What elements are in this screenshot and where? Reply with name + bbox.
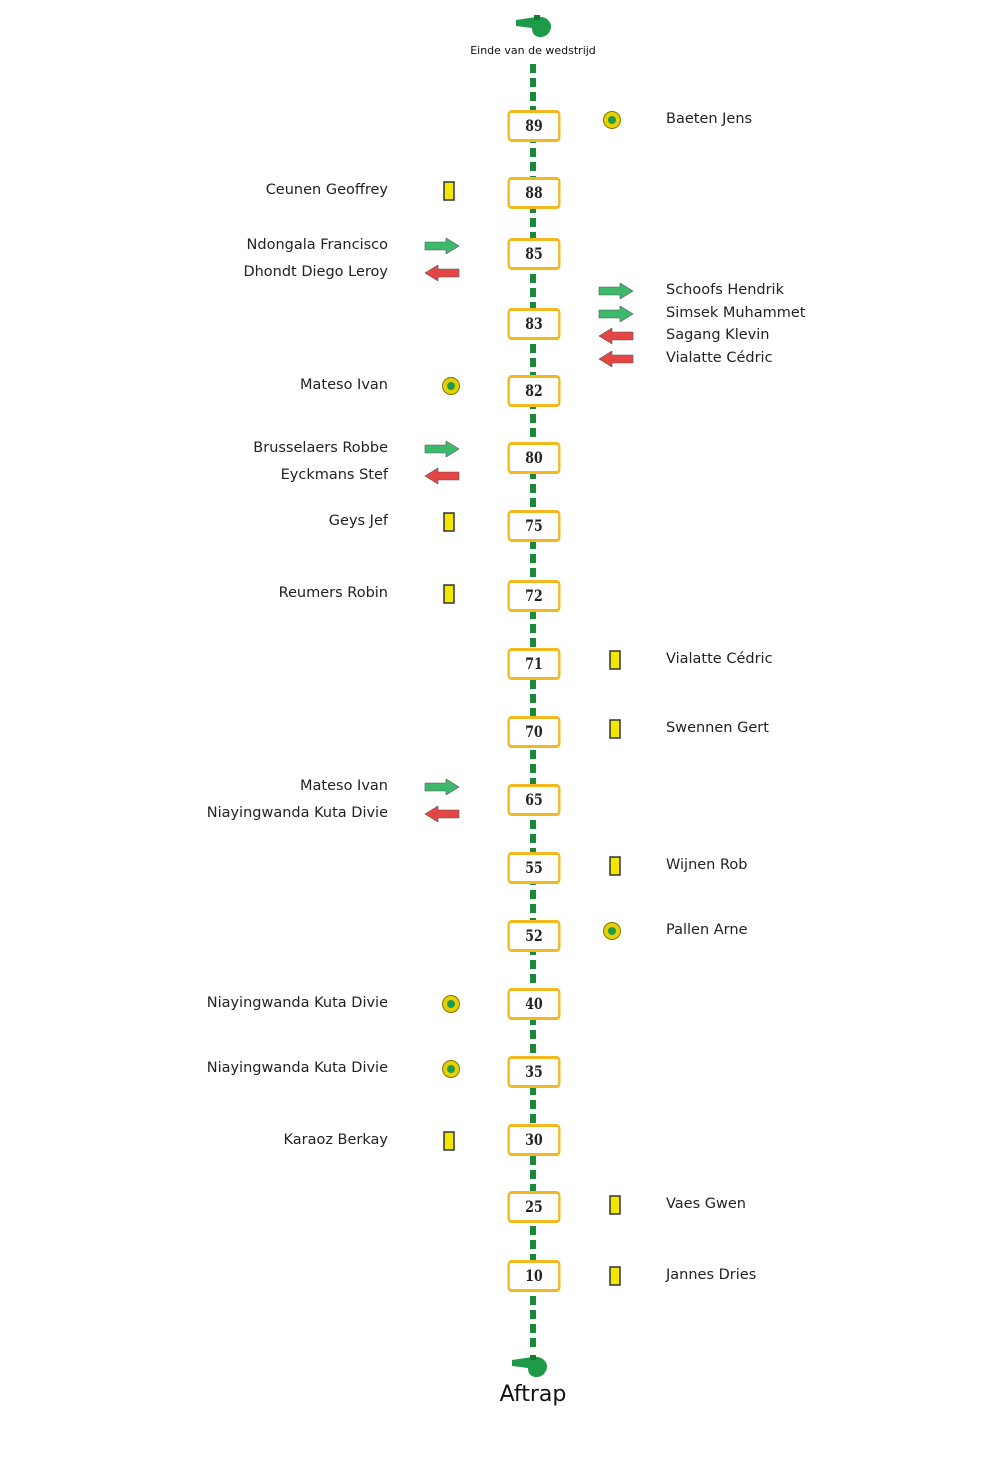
sub-out-arrow-icon xyxy=(424,265,460,281)
sub-in-arrow-icon xyxy=(598,283,634,299)
event-player-name: Niayingwanda Kuta Divie xyxy=(206,1060,388,1076)
minute-box: 82 xyxy=(507,375,560,407)
event-player-name: Dhondt Diego Leroy xyxy=(243,264,388,280)
minute-box: 88 xyxy=(507,177,560,209)
yellow-card-icon xyxy=(609,650,621,670)
sub-in-arrow-icon xyxy=(424,441,460,457)
sub-out-arrow-icon xyxy=(598,351,634,367)
minute-box: 65 xyxy=(507,784,560,816)
minute-box: 10 xyxy=(507,1260,560,1292)
yellow-card-icon xyxy=(443,584,455,604)
event-player-name: Mateso Ivan xyxy=(300,377,388,393)
minute-box: 89 xyxy=(507,110,560,142)
minute-box: 25 xyxy=(507,1191,560,1223)
event-player-name: Ndongala Francisco xyxy=(246,237,388,253)
whistle-icon xyxy=(510,1354,552,1380)
minute-box: 70 xyxy=(507,716,560,748)
event-player-name: Reumers Robin xyxy=(278,585,388,601)
minute-box: 35 xyxy=(507,1056,560,1088)
yellow-card-icon xyxy=(443,512,455,532)
sub-in-arrow-icon xyxy=(598,306,634,322)
event-player-name: Niayingwanda Kuta Divie xyxy=(206,995,388,1011)
event-player-name: Simsek Muhammet xyxy=(666,305,806,321)
minute-box: 72 xyxy=(507,580,560,612)
minute-box: 83 xyxy=(507,308,560,340)
event-player-name: Brusselaers Robbe xyxy=(253,440,388,456)
minute-box: 30 xyxy=(507,1124,560,1156)
event-player-name: Sagang Klevin xyxy=(666,327,770,343)
event-player-name: Swennen Gert xyxy=(666,720,769,736)
minute-box: 71 xyxy=(507,648,560,680)
sub-out-arrow-icon xyxy=(424,468,460,484)
event-player-name: Baeten Jens xyxy=(666,111,753,127)
yellow-card-icon xyxy=(443,1131,455,1151)
event-player-name: Schoofs Hendrik xyxy=(666,282,784,298)
yellow-card-icon xyxy=(443,181,455,201)
goal-ball-icon xyxy=(602,110,622,130)
event-player-name: Wijnen Rob xyxy=(666,857,748,873)
minute-box: 40 xyxy=(507,988,560,1020)
event-player-name: Karaoz Berkay xyxy=(283,1132,388,1148)
yellow-card-icon xyxy=(609,1195,621,1215)
yellow-card-icon xyxy=(609,1266,621,1286)
event-player-name: Pallen Arne xyxy=(666,922,748,938)
event-player-name: Geys Jef xyxy=(328,513,388,529)
kickoff-label: Aftrap xyxy=(499,1382,567,1407)
yellow-card-icon xyxy=(609,856,621,876)
sub-out-arrow-icon xyxy=(598,328,634,344)
sub-in-arrow-icon xyxy=(424,238,460,254)
event-player-name: Eyckmans Stef xyxy=(280,467,388,483)
event-player-name: Vaes Gwen xyxy=(666,1196,746,1212)
goal-ball-icon xyxy=(441,994,461,1014)
sub-out-arrow-icon xyxy=(424,806,460,822)
goal-ball-icon xyxy=(602,921,622,941)
minute-box: 75 xyxy=(507,510,560,542)
minute-box: 52 xyxy=(507,920,560,952)
minute-box: 55 xyxy=(507,852,560,884)
minute-box: 85 xyxy=(507,238,560,270)
event-player-name: Ceunen Geoffrey xyxy=(265,182,388,198)
event-player-name: Niayingwanda Kuta Divie xyxy=(206,805,388,821)
sub-in-arrow-icon xyxy=(424,779,460,795)
event-player-name: Vialatte Cédric xyxy=(666,651,773,667)
end-of-match-label: Einde van de wedstrijd xyxy=(470,44,596,57)
event-player-name: Vialatte Cédric xyxy=(666,350,773,366)
goal-ball-icon xyxy=(441,1059,461,1079)
whistle-icon xyxy=(514,14,556,40)
yellow-card-icon xyxy=(609,719,621,739)
minute-box: 80 xyxy=(507,442,560,474)
event-player-name: Jannes Dries xyxy=(666,1267,757,1283)
event-player-name: Mateso Ivan xyxy=(300,778,388,794)
goal-ball-icon xyxy=(441,376,461,396)
